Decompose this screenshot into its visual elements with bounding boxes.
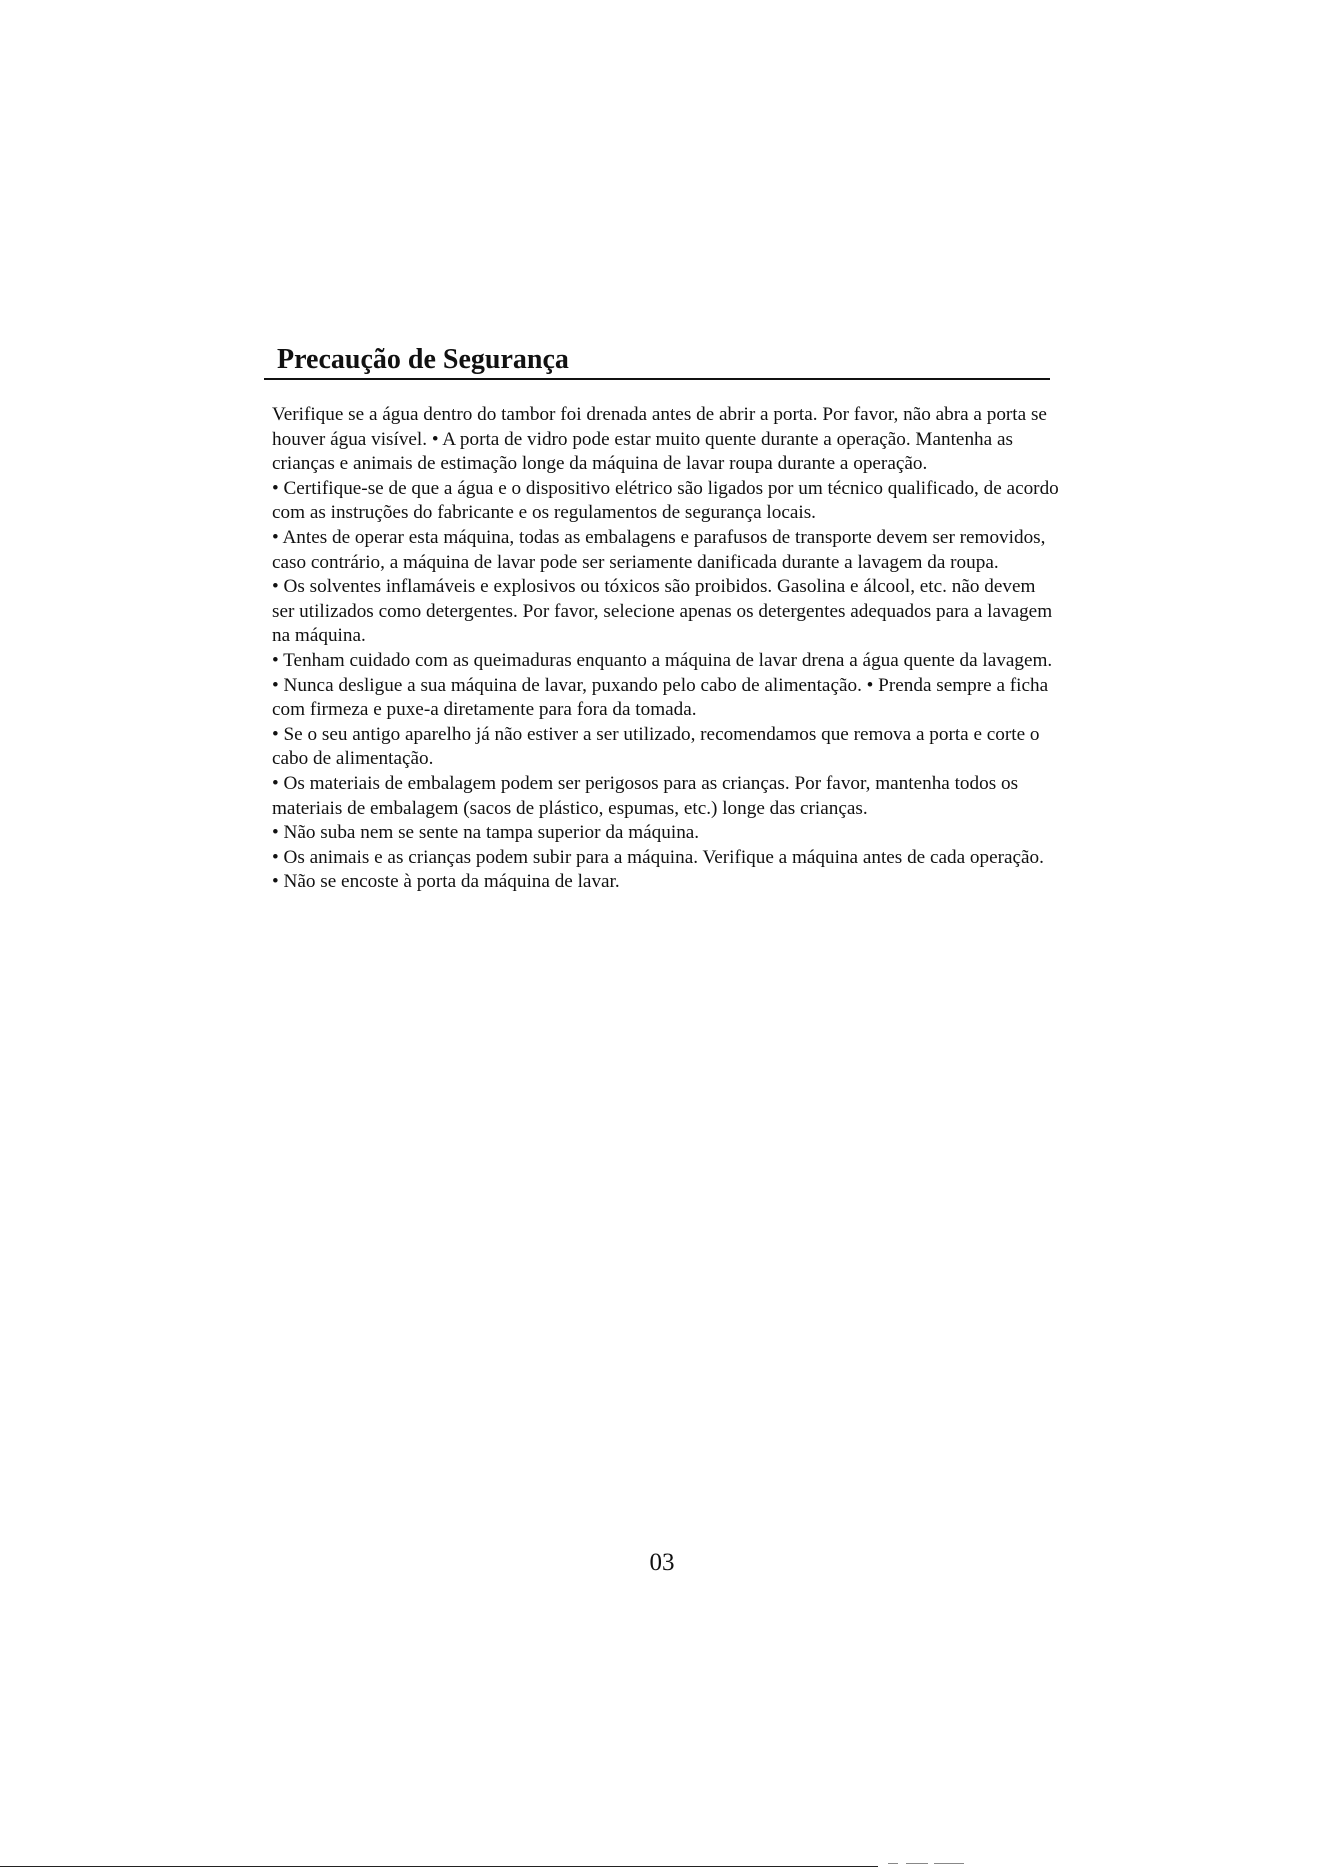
footer-mark [906, 1863, 928, 1864]
safety-text-body [272, 403, 1062, 895]
section-heading-underline [264, 340, 1050, 380]
paragraph-old-appliance: • Se o seu antigo aparelho já não estiver a ser utilizado, recomendamos que remova a porta e corte o cabo de alimentação. [272, 723, 1040, 770]
footer-rule [0, 1866, 878, 1867]
paragraph-qualified-technician: • Certifique-se de que a água e o dispositivo elétrico são ligados por um técnico qualificado, de acordo com as instruções do fabricante e os regulamentos de segurança locais. [272, 477, 1059, 524]
paragraph-burns-power-cord: • Tenham cuidado com as queimaduras enquanto a máquina de lavar drena a água quente da lavagem. • Nunca desligue a sua máquina de lavar, puxando pelo cabo de alimentação. • Prenda sempre a ficha com firmeza e puxe-a diretamente para fora da tomada. [272, 649, 1053, 721]
footer-mark [888, 1863, 898, 1864]
paragraph-door-lean: • Não se encoste à porta da máquina de lavar. [272, 871, 620, 893]
paragraph-solvents: • Os solventes inflamáveis e explosivos ou tóxicos são proibidos. Gasolina e álcool, etc. não devem ser utilizados como detergentes. Por favor, selecione apenas os detergentes adequados para a lavagem na máquina. [272, 576, 1053, 647]
section-title: Precaução de Segurança [277, 344, 569, 375]
paragraph-packaging: • Os materiais de embalagem podem ser perigosos para as crianças. Por favor, mantenha todos os materiais de embalagem (sacos de plástico, espumas, etc.) longe das crianças. [272, 772, 1019, 819]
page-number: 03 [649, 1549, 675, 1576]
paragraph-top-cover: • Não suba nem se sente na tampa superior da máquina. [272, 822, 700, 844]
footer-mark [934, 1863, 964, 1864]
paragraph-transport-bolts: • Antes de operar esta máquina, todas as embalagens e parafusos de transporte devem ser removidos, caso contrário, a máquina de lavar pode ser seriamente danificada durante a lavagem da roupa. [272, 526, 1046, 573]
paragraph-drain-water: Verifique se a água dentro do tambor foi drenada antes de abrir a porta. Por favor, não abra a porta se houver água visível. • A porta de vidro pode estar muito quente durante a operação. Mantenha as crianças e animais de estimação longe da máquina de lavar roupa durante a operação. [272, 404, 1047, 475]
paragraph-animals-children: • Os animais e as crianças podem subir para a máquina. Verifique a máquina antes de cada operação. [272, 846, 1044, 868]
